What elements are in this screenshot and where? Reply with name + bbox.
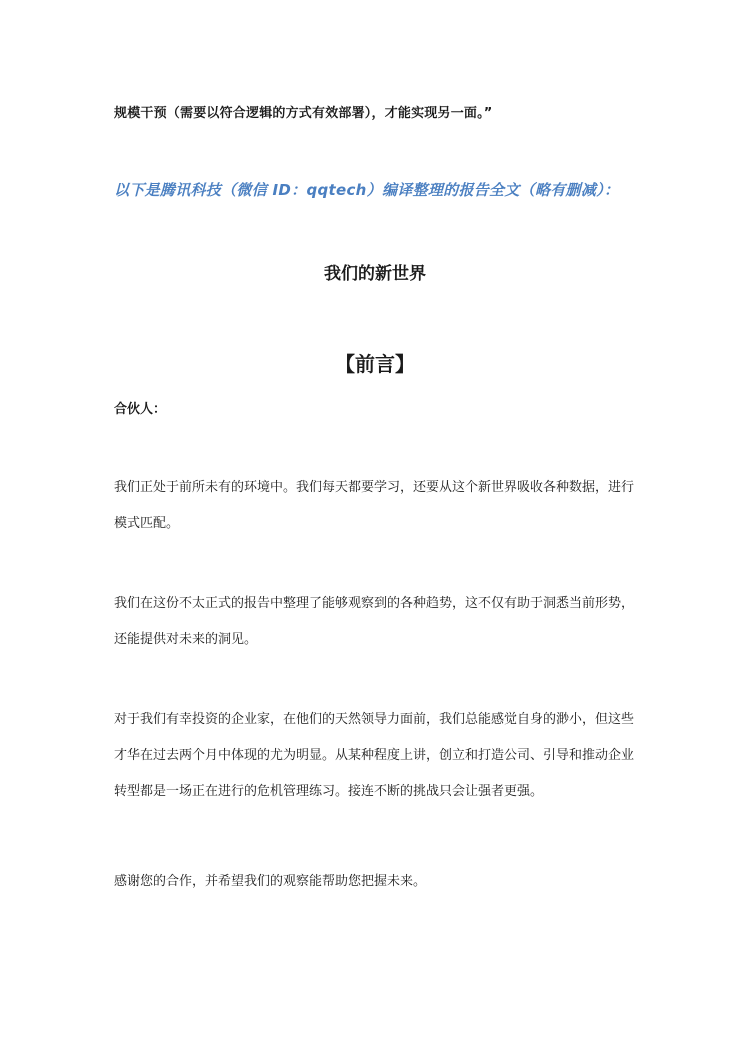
top-line: 规模干预（需要以符合逻辑的方式有效部署），才能实现另一面。” <box>114 106 493 121</box>
paragraph: 我们在这份不太正式的报告中整理了能够观察到的各种趋势，这不仅有助于洞悉当前形势，还能提供对未来的洞见。 <box>114 596 635 647</box>
intro-line: 以下是腾讯科技（微信 ID：qqtech）编译整理的报告全文（略有删减）： <box>114 181 620 199</box>
paragraph: 对于我们有幸投资的企业家，在他们的天然领导力面前，我们总能感觉自身的渺小，但这些才华在过去两个月中体现的尤为明显。从某种程度上讲，创立和打造公司、引导和推动企业转型都是一场正在进行的危机管理练习。接连不断的挑战只会让强者更强。 <box>114 712 635 799</box>
salutation: 合伙人： <box>114 402 167 417</box>
section-heading: 【前言】 <box>335 352 415 376</box>
paragraph: 感谢您的合作，并希望我们的观察能帮助您把握未来。 <box>114 874 427 889</box>
document-title: 我们的新世界 <box>324 264 426 284</box>
paragraph: 我们正处于前所未有的环境中。我们每天都要学习，还要从这个新世界吸收各种数据，进行模式匹配。 <box>114 480 635 531</box>
